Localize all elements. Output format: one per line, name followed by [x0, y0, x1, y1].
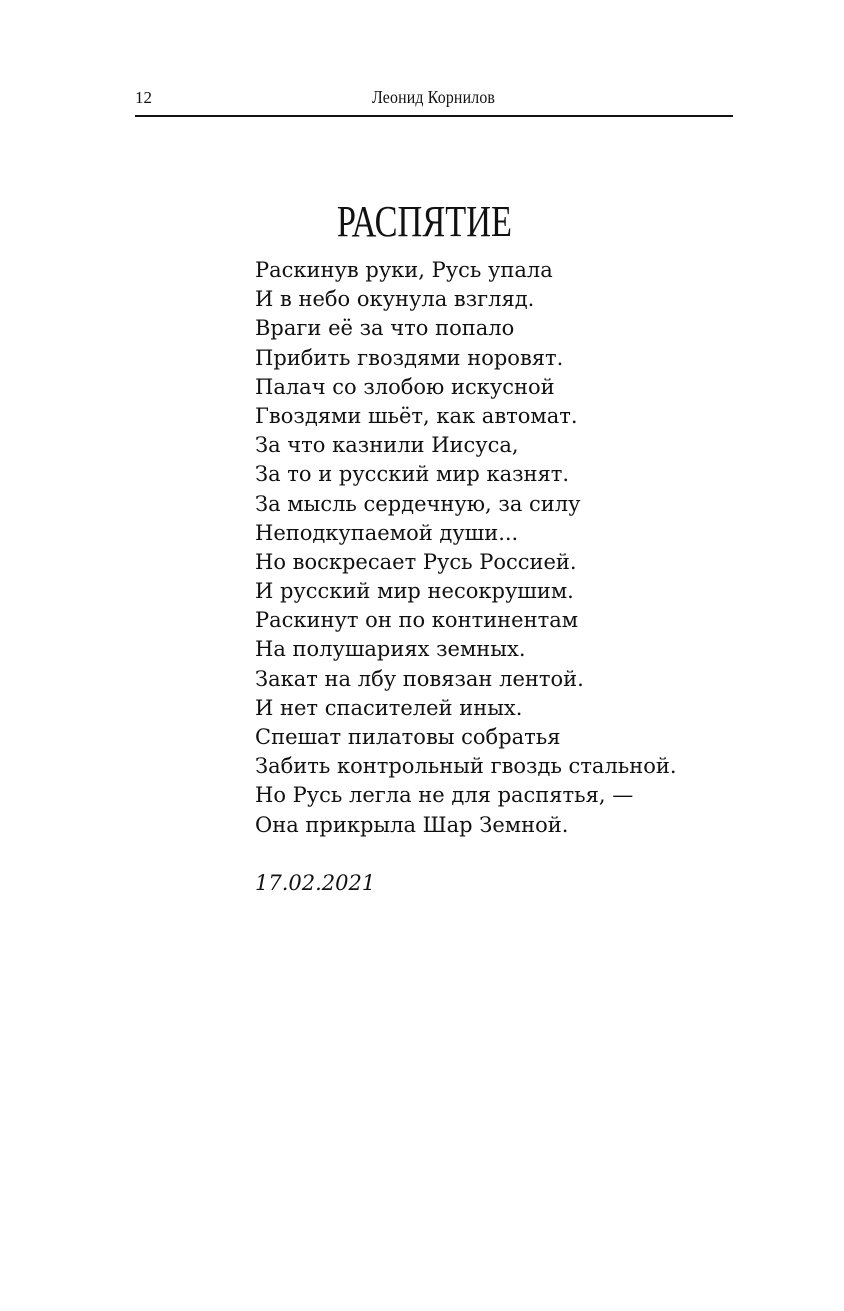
poem-line: Но воскресает Русь Россией. [255, 549, 577, 574]
running-header-author: Леонид Корнилов [372, 87, 496, 107]
header-rule [135, 115, 733, 117]
page-number: 12 [135, 88, 152, 107]
poem-line: На полушариях земных. [255, 637, 526, 662]
poem-line: И нет спасителей иных. [255, 695, 523, 720]
poem-line: Враги её за что попало [255, 316, 515, 341]
poem-line: Прибить гвоздями норовят. [255, 345, 564, 370]
poem-date: 17.02.2021 [255, 871, 376, 895]
poem-body [255, 256, 677, 840]
running-header [135, 84, 732, 114]
poem-line: За мысль сердечную, за силу [255, 491, 581, 516]
poem-line: Закат на лбу повязан лентой. [255, 666, 584, 691]
poem-line: Она прикрыла Шар Земной. [255, 812, 569, 837]
poem-line: И в небо окунула взгляд. [255, 287, 535, 312]
poem-line: Раскинут он по континентам [255, 608, 579, 633]
poem-line: Забить контрольный гвоздь стальной. [255, 754, 677, 779]
poem-line: За то и русский мир казнят. [255, 462, 570, 487]
poem-title: РАСПЯТИЕ [336, 197, 512, 247]
poem-line: За что казнили Иисуса, [255, 433, 519, 458]
poem-line: И русский мир несокрушим. [255, 579, 574, 604]
poem-line: Спешат пилатовы собратья [255, 725, 561, 749]
poem-line: Раскинув руки, Русь упала [255, 258, 553, 282]
poem-line: Неподкупаемой души... [255, 520, 519, 545]
poem-line: Гвоздями шьёт, как автомат. [255, 403, 578, 428]
poem-line: Но Русь легла не для распятья, — [255, 783, 634, 808]
poem-line: Палач со злобою искусной [255, 374, 555, 399]
